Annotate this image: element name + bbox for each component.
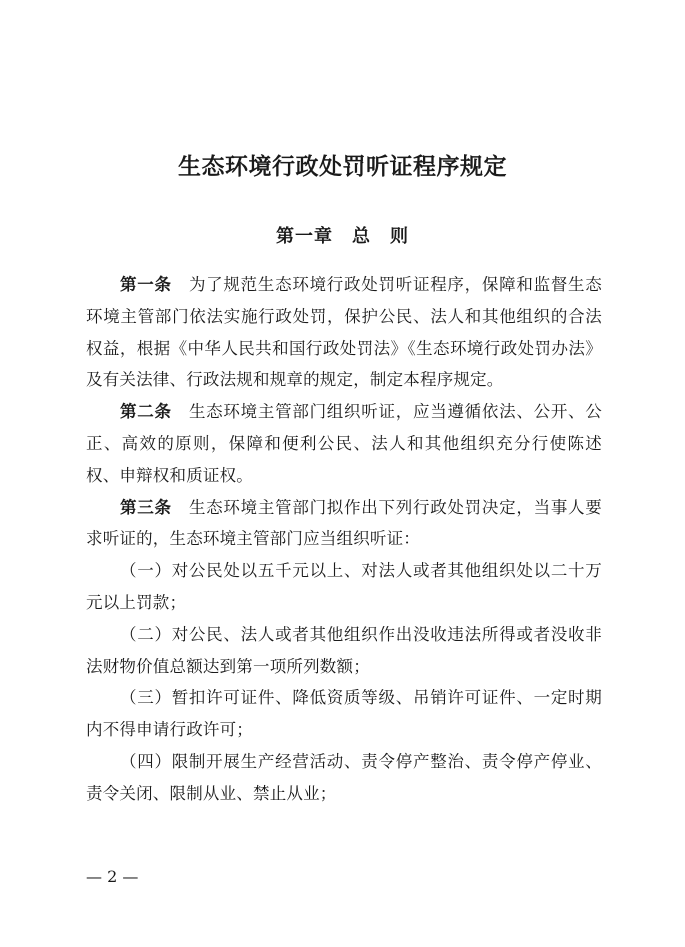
list-item-text: （四）限制开展生产经营活动、责令停产整治、责令停产停业、责令关闭、限制从业、禁止从业； [86,751,602,803]
article-text: 生态环境主管部门拟作出下列行政处罚决定，当事人要求听证的，生态环境主管部门应当组织听证： [86,497,602,549]
list-item-paragraph [86,682,602,746]
article-paragraph [86,492,602,556]
document-body [86,269,602,810]
chapter-heading: 第一章 总 则 [276,226,409,247]
article-number: 第三条 [120,497,172,517]
list-item-text: （一）对公民处以五千元以上、对法人或者其他组织处以二十万元以上罚款； [86,561,602,612]
article-number: 第一条 [120,275,172,294]
list-item-paragraph [86,555,602,619]
page-number: — 2 — [86,867,139,886]
article-paragraph [86,396,602,491]
article-text: 生态环境主管部门组织听证，应当遵循依法、公开、公正、高效的原则，保障和便利公民、法人和其他组织充分行使陈述权、申辩权和质证权。 [86,402,602,485]
document-title: 生态环境行政处罚听证程序规定 [178,154,507,180]
list-item-paragraph [86,619,602,683]
list-item-paragraph [86,746,602,810]
article-paragraph [86,269,602,396]
article-text: 为了规范生态环境行政处罚听证程序，保障和监督生态环境主管部门依法实施行政处罚，保护公民、法人和其他组织的合法权益，根据《中华人民共和国行政处罚法》《生态环境行政处罚办法》及有关法律、行政法规和规章的规定，制定本程序规定。 [86,275,602,390]
list-item-text: （三）暂扣许可证件、降低资质等级、吊销许可证件、一定时期内不得申请行政许可； [86,688,602,740]
list-item-text: （二）对公民、法人或者其他组织作出没收违法所得或者没收非法财物价值总额达到第一项所列数额； [86,624,602,676]
article-number: 第二条 [120,402,172,422]
